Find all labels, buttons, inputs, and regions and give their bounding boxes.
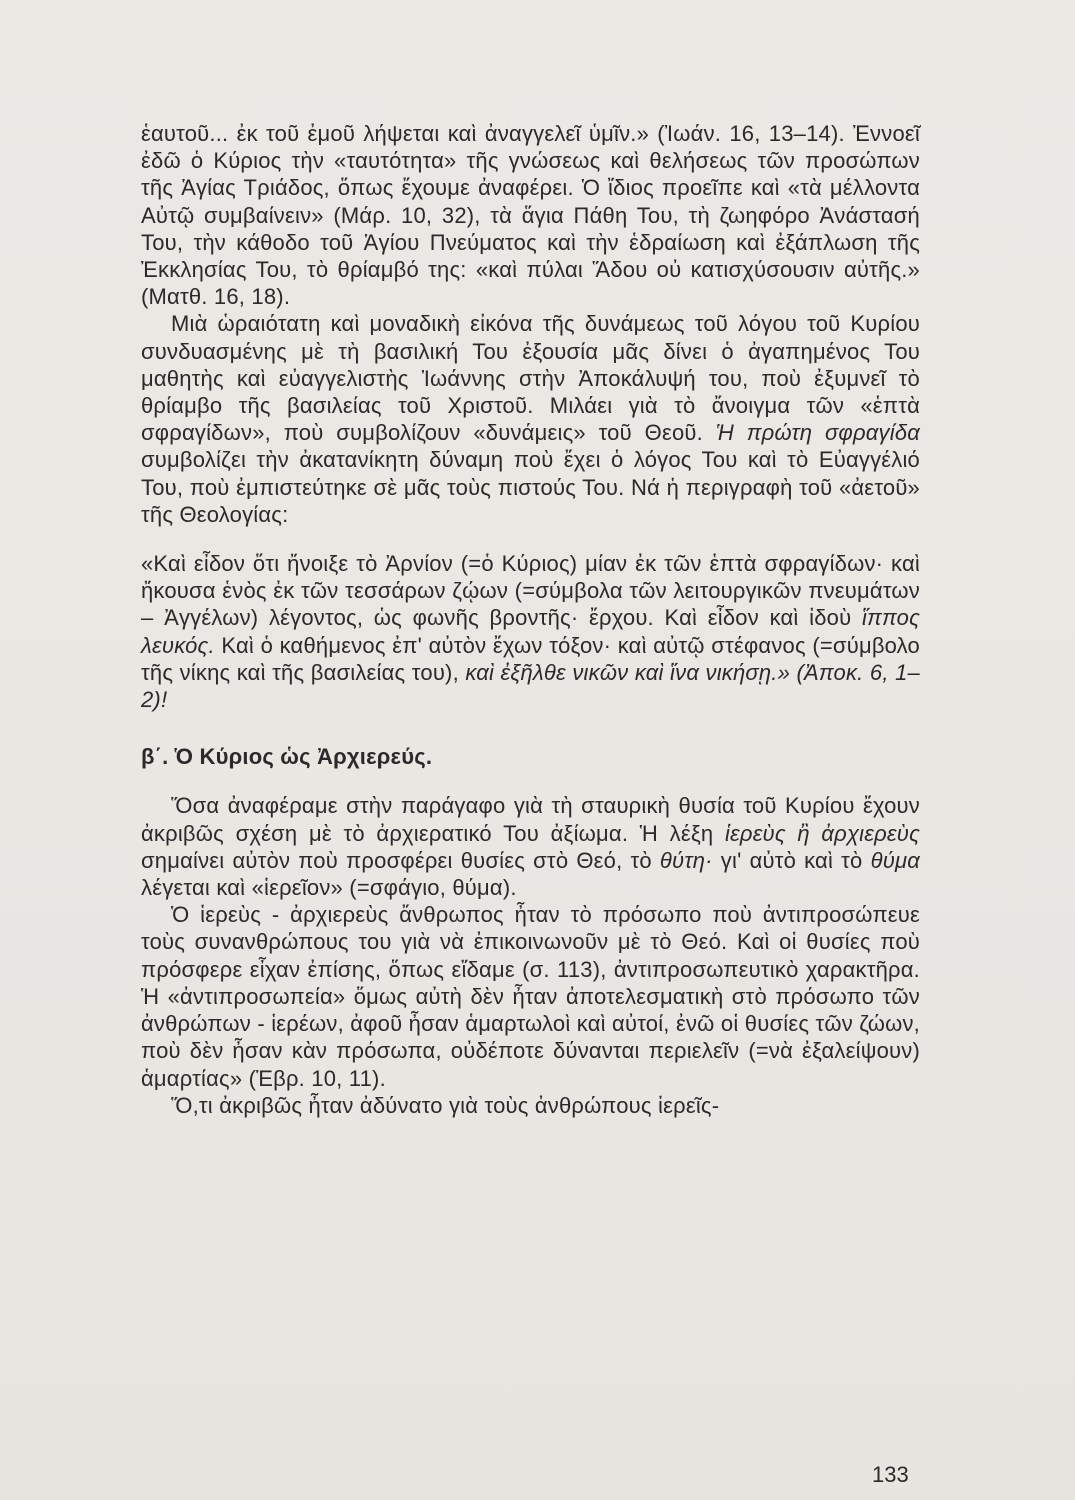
paragraph-1-text: ἑαυτοῦ... ἐκ τοῦ ἐμοῦ λήψεται καὶ ἀναγγελεῖ ὑμῖν.» (Ἰωάν. 16, 13–14). Ἐννοεῖ ἐδῶ ὁ Κύριος τὴν «ταυτότητα» τῆς γνώσεως καὶ θελήσεως τῶν προσώπων τῆς Ἁγίας Τριάδος, ὅπως ἔχουμε ἀναφέρει. Ὁ ἴδιος προεῖπε καὶ «τὰ μέλλοντα Αὐτῷ συμβαίνειν» (Μάρ. 10, 32), τὰ ἅγια Πάθη Του, τὴ ζωηφόρο Ἀνάστασή Του, τὴν κάθοδο τοῦ Ἁγίου Πνεύματος καὶ τὴν ἑδραίωση καὶ ἐξάπλωση τῆς Ἐκκλησίας Του, τὸ θρίαμβό της: «καὶ πύλαι Ἅδου οὐ κατισχύσουσιν αὐτῆς.» (Ματθ. 16, 18). <box>141 121 920 310</box>
paragraph-3-text-d: λέγεται καὶ «ἱερεῖον» (=σφάγιο, θύμα). <box>141 875 517 901</box>
paragraph-seals <box>141 310 920 528</box>
paragraph-priest <box>141 901 920 1091</box>
quote-text-a: «Καὶ εἶδον ὅτι ἤνοιξε τὸ Ἀρνίον (=ὁ Κύριος) μίαν ἐκ τῶν ἑπτὰ σφραγίδων· καὶ ἤκουσα ἑνὸς ἐκ τῶν τεσσάρων ζῴων (=σύμβολα τῶν λειτουργικῶν πνευμάτων – Ἀγγέλων) λέγοντος, ὡς φωνῆς βροντῆς· ἔρχου. Καὶ εἶδον καὶ ἰδοὺ <box>141 551 920 631</box>
revelation-quote <box>141 550 920 713</box>
paragraph-2-emphasis: Ἡ πρώτη σφραγίδα <box>715 420 920 446</box>
quote-text-b: Καὶ ὁ καθήμενος ἐπ' αὐτὸν ἔχων τόξον· καὶ αὐτῷ στέφανος (=σύμβολο τῆς νίκης καὶ τῆς βασιλείας του), <box>141 632 920 685</box>
paragraph-3-text-a: Ὅσα ἀναφέραμε στὴν παράγαφο γιὰ τὴ σταυρικὴ θυσία τοῦ Κυρίου ἔχουν ἀκριβῶς σχέση μὲ τὸ ἀρχιερατικό Του ἀξίωμα. Ἡ λέξη <box>141 793 920 846</box>
page-text <box>141 120 920 1119</box>
paragraph-3-text-b: σημαίνει αὐτὸν ποὺ προσφέρει θυσίες στὸ Θεό, τὸ <box>141 847 660 873</box>
paragraph-4-text: Ὁ ἱερεὺς - ἀρχιερεὺς ἄνθρωπος ἦταν τὸ πρόσωπο ποὺ ἀντιπροσώπευε τοὺς συνανθρώπους του γιὰ νὰ ἐπικοινωνοῦν μὲ τὸ Θεό. Καὶ οἱ θυσίες ποὺ πρόσφερε εἶχαν ἐπίσης, ὅπως εἴδαμε (σ. 113), ἀντιπροσωπευτικὸ χαρακτῆρα. Ἡ «ἀντιπροσωπεία» ὅμως αὐτὴ δὲν ἦταν ἀποτελεσματικὴ στὸ πρόσωπο τῶν ἀνθρώπων - ἱερέων, ἀφοῦ ἦσαν ἁμαρτωλοὶ καὶ αὐτοί, ἐνῶ οἱ θυσίες τῶν ζώων, ποὺ δὲν ἦσαν κὰν πρόσωπα, οὐδέποτε δύνανται περιελεῖν (=νὰ ἐξαλείψουν) ἁμαρτίας» (Ἑβρ. 10, 11). <box>141 902 920 1091</box>
paragraph-5-text: Ὅ,τι ἀκριβῶς ἦταν ἀδύνατο γιὰ τοὺς ἀνθρώπους ἱερεῖς- <box>171 1092 720 1118</box>
paragraph-continuation <box>141 120 920 310</box>
paragraph-high-priest <box>141 792 920 901</box>
paragraph-3-text-c: γι' αὐτὸ καὶ τὸ <box>712 847 871 873</box>
page-number: 133 <box>872 1462 909 1487</box>
paragraph-final <box>141 1092 920 1119</box>
paragraph-3-emphasis-1: ἱερεὺς ἢ ἀρχιερεὺς <box>724 820 920 846</box>
paragraph-2-text-a: Μιὰ ὡραιότατη καὶ μοναδικὴ εἰκόνα τῆς δυνάμεως τοῦ λόγου τοῦ Κυρίου συνδυασμένης μὲ τὴ βασιλική Του ἐξουσία μᾶς δίνει ὁ ἀγαπημένος Του μαθητὴς καὶ εὐαγγελιστὴς Ἰωάννης στὴν Ἀποκάλυψή του, ποὺ ἐξυμνεῖ τὸ θρίαμβο τῆς βασιλείας τοῦ Χριστοῦ. Μιλάει γιὰ τὸ ἄνοιγμα τῶν «ἑπτὰ σφραγίδων», ποὺ συμβολίζουν «δυνάμεις» τοῦ Θεοῦ. <box>141 311 920 446</box>
quote-emphasis-2: καὶ ἐξῆλθε νικῶν καὶ ἵνα νικήσῃ.» (Ἀποκ. 6, 1–2)! <box>141 659 920 713</box>
quote-emphasis-1: ἵππος λευκός. <box>141 605 920 658</box>
paragraph-3-emphasis-2: θύτη· <box>659 847 713 873</box>
section-heading: β΄. Ὁ Κύριος ὡς Ἀρχιερεύς. <box>141 744 433 770</box>
paragraph-3-emphasis-3: θύμα <box>870 847 920 873</box>
paragraph-2-text-b: συμβολίζει τὴν ἀκατανίκητη δύναμη ποὺ ἔχει ὁ λόγος Του καὶ τὸ Εὐαγγέλιό Του, ποὺ ἐμπιστεύτηκε σὲ μᾶς τοὺς πιστούς Του. Νά ἡ περιγραφὴ τοῦ «ἀετοῦ» τῆς Θεολογίας: <box>141 447 920 527</box>
